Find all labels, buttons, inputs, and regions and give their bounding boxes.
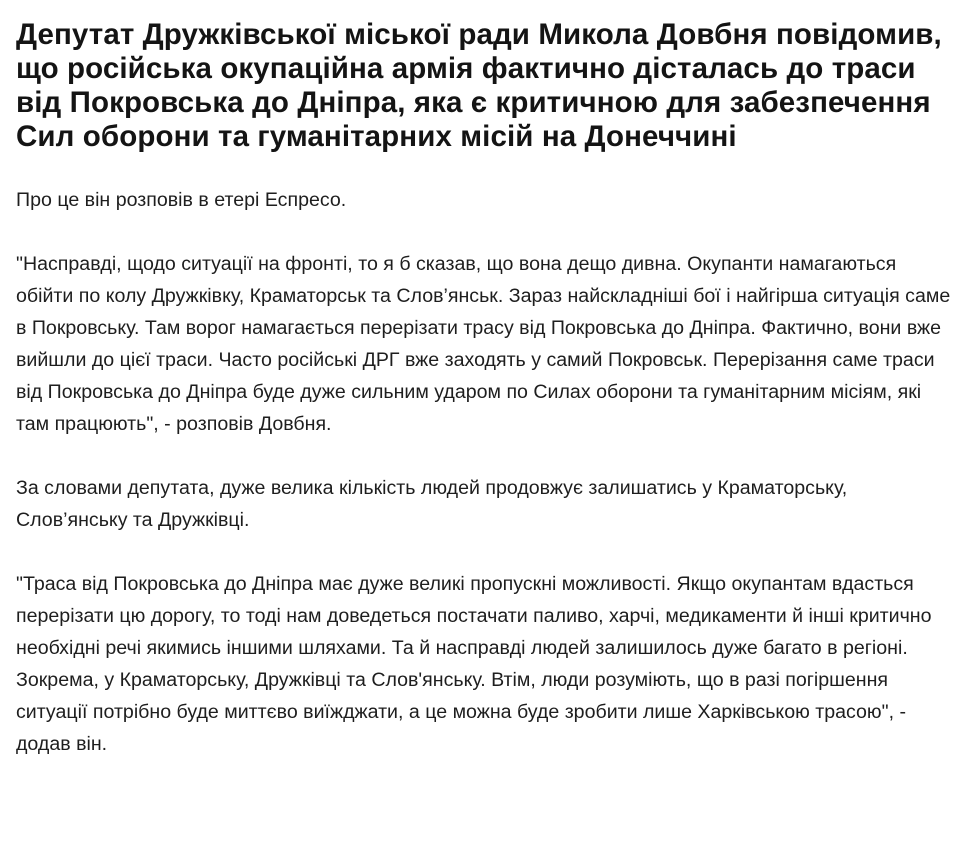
article-body	[16, 184, 951, 760]
article-paragraph-quote-1: "Насправді, щодо ситуації на фронті, то я б сказав, що вона дещо дивна. Окупанти намагаються обійти по колу Дружківку, Краматорськ та Слов’янськ. Зараз найскладніші бої і найгірша ситуація саме в Покровську. Там ворог намагається перерізати трасу від Покровська до Дніпра. Фактично, вони вже вийшли до цієї траси. Часто російські ДРГ вже заходять у самий Покровськ. Перерізання саме траси від Покровська до Дніпра буде дуже сильним ударом по Силах оборони та гуманітарним місіям, які там працюють", - розповів Довбня.	[16, 253, 951, 435]
article-paragraph-intro: Про це він розповів в етері Еспресо.	[16, 189, 347, 211]
article-paragraph-quote-2: "Траса від Покровська до Дніпра має дуже великі пропускні можливості. Якщо окупантам вдасться перерізати цю дорогу, то тоді нам доведеться постачати паливо, харчі, медикаменти й інші критично необхідні речі якимись іншими шляхами. Та й насправді людей залишилось дуже багато в регіоні. Зокрема, у Краматорську, Дружківці та Слов'янську. Втім, люди розуміють, що в разі погіршення ситуації потрібно буде миттєво виїжджати, а це можна буде зробити лише Харківською трасою", - додав він.	[16, 573, 932, 755]
article	[16, 18, 951, 792]
article-headline: Депутат Дружківської міської ради Микола Довбня повідомив, що російська окупаційна армія фактично дісталась до траси від Покровська до Дніпра, яка є критичною для забезпечення Сил оборони та гуманітарних місій на Донеччині	[16, 18, 942, 153]
article-paragraph-deputy-words: За словами депутата, дуже велика кількість людей продовжує залишатись у Краматорську, Слов’янську та Дружківці.	[16, 477, 848, 531]
